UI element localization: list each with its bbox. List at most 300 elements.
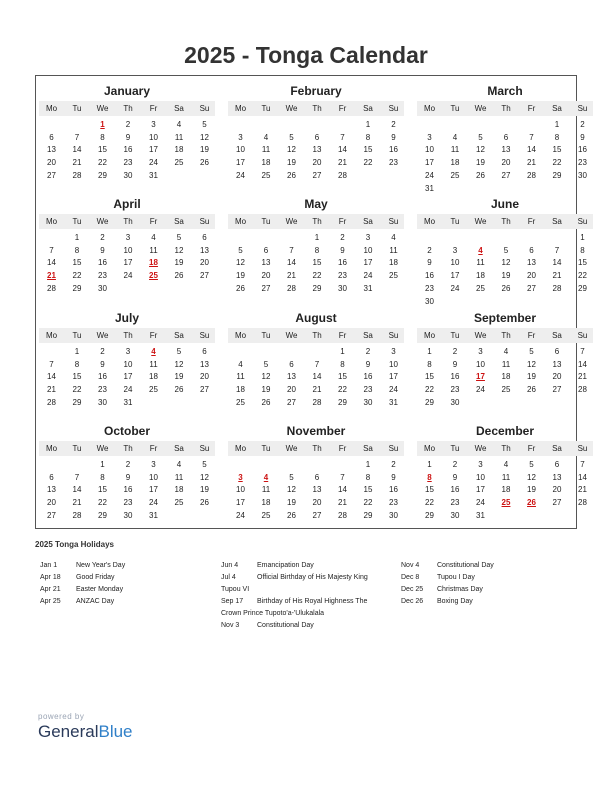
day-cell: 5 (289, 132, 294, 142)
day-cell: 13 (312, 485, 322, 495)
page-title: 2025 - Tonga Calendar (184, 42, 428, 68)
day-cell: 20 (527, 271, 536, 281)
day-cell: 7 (340, 132, 345, 142)
day-cell: 23 (363, 385, 373, 395)
day-cell: 18 (174, 485, 184, 495)
weekday-label: Su (577, 104, 588, 113)
day-cell: 18 (174, 145, 184, 155)
weekday-label: Su (577, 217, 588, 226)
day-cell: 31 (476, 510, 485, 520)
day-cell: 3 (125, 233, 131, 242)
weekday-label: Su (199, 444, 210, 453)
day-cell: 5 (289, 472, 294, 482)
day-cell: 30 (450, 510, 460, 520)
weekday-label: Tu (72, 331, 82, 340)
day-cell: 24 (389, 385, 398, 395)
weekday-label: Sa (552, 444, 562, 453)
weekday-label: Sa (552, 104, 562, 113)
day-cell: 7 (289, 245, 294, 255)
day-cell: 15 (98, 485, 107, 495)
day-cell: 25 (174, 158, 184, 168)
weekday-label: Fr (338, 104, 347, 113)
day-cell: 27 (47, 510, 56, 520)
day-cell: 5 (176, 233, 182, 242)
weekday-label: Sa (363, 104, 373, 113)
day-cell: 26 (236, 283, 245, 293)
holiday-name: New Year's Day (76, 562, 126, 569)
day-cell: 23 (450, 498, 460, 508)
weekday-label: Su (388, 444, 399, 453)
day-cell: 14 (47, 258, 56, 268)
day-cell: 21 (338, 498, 347, 508)
weekday-label: Su (388, 217, 399, 226)
day-cell: 29 (98, 510, 107, 520)
weekday-label: Su (199, 217, 210, 226)
day-cell: 20 (200, 372, 209, 382)
day-cell: 8 (74, 359, 80, 369)
day-cell: 18 (501, 485, 511, 495)
day-cell: 17 (149, 485, 158, 495)
holiday-item (40, 560, 210, 572)
weekday-label: We (96, 104, 109, 113)
day-cell: 11 (261, 485, 271, 495)
day-cell: 14 (72, 145, 82, 155)
day-cell: 29 (363, 510, 373, 520)
day-cell: 14 (47, 372, 56, 382)
day-cell: 20 (47, 498, 56, 508)
day-cell: 23 (123, 158, 133, 168)
day-cell: 27 (552, 498, 562, 508)
day-cell: 26 (476, 170, 485, 180)
day-cell: 23 (98, 385, 107, 395)
day-cell: 22 (98, 158, 107, 168)
day-cell: 20 (312, 498, 322, 508)
day-cell: 20 (261, 271, 271, 281)
day-cell: 2 (340, 233, 345, 242)
brand-general: General (38, 722, 99, 741)
day-cell: 5 (263, 359, 269, 369)
day-cell: 5 (202, 460, 207, 469)
day-cell: 30 (363, 397, 373, 407)
day-cell: 4 (176, 120, 182, 129)
day-cell: 8 (100, 472, 105, 482)
day-cell: 20 (552, 372, 562, 382)
day-cell: 31 (425, 183, 434, 193)
day-cell: 14 (338, 485, 347, 495)
weekday-label: We (285, 104, 298, 113)
day-cell: 21 (527, 158, 536, 168)
day-cell: 9 (580, 132, 585, 142)
holiday-name: Emancipation Day (257, 562, 314, 569)
day-cell: 17 (389, 372, 398, 382)
day-cell: 1 (365, 460, 371, 469)
weekday-label: Th (501, 444, 511, 453)
day-cell: 30 (98, 397, 107, 407)
weekday-label: We (96, 217, 109, 226)
day-cell: 8 (365, 472, 371, 482)
day-cell: 17 (450, 271, 460, 281)
day-cell: 4 (263, 132, 269, 142)
weekday-label: Tu (261, 104, 271, 113)
weekday-header (228, 328, 404, 343)
day-cell: 12 (261, 372, 271, 382)
holiday-date: Jun 4 (221, 562, 239, 569)
weekday-header (39, 214, 215, 229)
day-cell: 21 (578, 485, 587, 495)
day-cell: 18 (261, 498, 271, 508)
holiday-day-cell: 4 (263, 472, 269, 482)
day-cell: 16 (389, 145, 398, 155)
holiday-name: Good Friday (76, 574, 115, 581)
day-cell: 21 (72, 158, 82, 168)
weekday-header (228, 441, 404, 456)
day-cell: 18 (236, 385, 245, 395)
day-cell: 16 (450, 372, 460, 382)
day-cell: 24 (425, 170, 434, 180)
holiday-name: Official Birthday of His Majesty King Tupou VI (221, 574, 368, 593)
day-cell: 24 (123, 271, 133, 281)
day-cell: 28 (312, 397, 322, 407)
holiday-day-cell: 4 (478, 245, 483, 255)
weekday-label: Tu (450, 331, 460, 340)
weekday-label: Th (123, 217, 133, 226)
day-cell: 28 (552, 283, 562, 293)
day-cell: 24 (123, 385, 133, 395)
day-cell: 10 (389, 359, 398, 369)
weekday-header (417, 441, 593, 456)
day-cell: 27 (312, 510, 322, 520)
day-cell: 12 (501, 258, 511, 268)
day-cell: 24 (476, 498, 485, 508)
weekday-label: Sa (552, 217, 562, 226)
day-cell: 24 (450, 283, 460, 293)
weekday-label: Tu (72, 444, 82, 453)
day-cell: 27 (552, 385, 562, 395)
day-cell: 8 (554, 132, 560, 142)
weekday-label: Fr (338, 331, 347, 340)
day-cell: 1 (74, 347, 80, 356)
day-cell: 15 (98, 145, 107, 155)
day-cell: 26 (200, 498, 209, 508)
day-cell: 7 (49, 245, 54, 255)
day-cell: 14 (72, 485, 82, 495)
day-cell: 22 (98, 498, 107, 508)
weekday-header (417, 214, 593, 229)
day-cell: 3 (365, 233, 371, 242)
day-cell: 25 (450, 170, 460, 180)
weekday-label: Tu (450, 104, 460, 113)
holiday-list-column-3 (401, 560, 551, 608)
day-cell: 12 (174, 245, 184, 255)
holiday-item (221, 620, 386, 632)
day-cell: 28 (47, 397, 56, 407)
holiday-day-cell: 25 (501, 498, 511, 508)
day-cell: 13 (552, 472, 562, 482)
holiday-day-cell: 4 (151, 347, 156, 356)
weekday-label: Fr (149, 331, 158, 340)
day-cell: 5 (202, 120, 207, 129)
day-cell: 9 (452, 359, 458, 369)
day-cell: 15 (363, 145, 373, 155)
weekday-label: Su (577, 444, 588, 453)
day-cell: 26 (527, 385, 536, 395)
holiday-list-column-2 (221, 560, 386, 632)
holiday-day-cell: 17 (476, 372, 485, 382)
day-cell: 5 (503, 245, 509, 255)
day-cell: 8 (340, 359, 345, 369)
month-name: May (304, 197, 328, 211)
day-cell: 15 (425, 485, 434, 495)
weekday-label: Th (501, 331, 511, 340)
day-cell: 31 (149, 170, 158, 180)
day-cell: 13 (47, 145, 56, 155)
day-cell: 8 (427, 359, 432, 369)
day-cell: 26 (200, 158, 209, 168)
day-cell: 13 (200, 245, 209, 255)
day-cell: 6 (554, 460, 560, 469)
day-cell: 9 (365, 359, 371, 369)
day-cell: 21 (47, 385, 56, 395)
day-cell: 1 (554, 120, 560, 129)
day-cell: 26 (174, 271, 184, 281)
weekday-label: We (285, 217, 298, 226)
weekday-label: Fr (527, 444, 536, 453)
day-cell: 19 (236, 271, 245, 281)
day-cell: 12 (236, 258, 245, 268)
weekday-label: Fr (149, 104, 158, 113)
day-cell: 27 (501, 170, 511, 180)
day-cell: 17 (425, 158, 434, 168)
day-cell: 25 (174, 498, 184, 508)
day-cell: 30 (98, 283, 107, 293)
weekday-label: Th (312, 444, 322, 453)
day-cell: 15 (338, 372, 347, 382)
weekday-label: Fr (338, 444, 347, 453)
day-cell: 6 (49, 472, 54, 482)
day-cell: 16 (338, 258, 347, 268)
day-cell: 19 (200, 145, 209, 155)
day-cell: 1 (74, 233, 80, 242)
weekday-header (39, 101, 215, 116)
day-cell: 16 (578, 145, 587, 155)
generalblue-logo[interactable] (38, 712, 133, 742)
weekday-label: Mo (423, 104, 436, 113)
weekday-label: Th (123, 444, 133, 453)
day-cell: 11 (174, 132, 184, 142)
day-cell: 16 (450, 485, 460, 495)
day-cell: 1 (427, 347, 432, 356)
day-cell: 11 (450, 145, 460, 155)
holiday-name: Constitutional Day (437, 562, 494, 569)
month-name: January (103, 84, 151, 98)
day-cell: 1 (427, 460, 432, 469)
month-name: April (113, 197, 141, 211)
day-cell: 17 (123, 372, 133, 382)
day-cell: 20 (552, 485, 562, 495)
day-cell: 15 (72, 258, 82, 268)
day-cell: 7 (49, 359, 54, 369)
day-cell: 10 (236, 485, 245, 495)
weekday-label: Mo (45, 217, 58, 226)
day-cell: 6 (529, 245, 534, 255)
day-cell: 13 (261, 258, 271, 268)
day-cell: 24 (149, 158, 158, 168)
holiday-date: Dec 26 (401, 598, 424, 605)
month-name: July (114, 311, 139, 325)
day-cell: 29 (338, 397, 347, 407)
day-cell: 7 (340, 472, 345, 482)
holiday-item (401, 584, 551, 596)
day-cell: 2 (452, 460, 458, 469)
holiday-day-cell: 25 (149, 271, 158, 281)
holiday-date: Nov 3 (221, 622, 240, 629)
weekday-label: Fr (527, 331, 536, 340)
day-cell: 27 (47, 170, 56, 180)
day-cell: 13 (527, 258, 536, 268)
weekday-label: Th (501, 104, 511, 113)
day-cell: 20 (501, 158, 511, 168)
weekday-label: We (96, 444, 109, 453)
day-cell: 22 (72, 385, 82, 395)
day-cell: 29 (425, 397, 434, 407)
weekday-label: Tu (72, 104, 82, 113)
day-cell: 10 (149, 472, 158, 482)
day-cell: 12 (200, 472, 209, 482)
day-cell: 27 (312, 170, 322, 180)
day-cell: 1 (340, 347, 345, 356)
day-cell: 7 (580, 460, 585, 469)
day-cell: 30 (425, 296, 434, 306)
day-cell: 25 (261, 170, 271, 180)
holiday-day-cell: 21 (47, 271, 56, 281)
day-cell: 1 (580, 233, 585, 242)
day-cell: 14 (578, 359, 587, 369)
day-cell: 9 (125, 132, 131, 142)
day-cell: 15 (578, 258, 587, 268)
holiday-item (40, 596, 210, 608)
day-cell: 25 (389, 271, 398, 281)
day-cell: 31 (123, 397, 133, 407)
holiday-item (221, 596, 386, 620)
month-name: June (490, 197, 519, 211)
day-cell: 10 (476, 359, 485, 369)
day-cell: 13 (47, 485, 56, 495)
day-cell: 26 (501, 283, 511, 293)
day-cell: 21 (338, 158, 347, 168)
day-cell: 3 (427, 132, 432, 142)
weekday-label: Th (312, 104, 322, 113)
holiday-name: Easter Monday (76, 586, 124, 593)
brand-blue: Blue (98, 722, 133, 741)
weekday-label: Tu (261, 217, 271, 226)
weekday-label: Mo (423, 444, 436, 453)
day-cell: 12 (287, 145, 296, 155)
day-cell: 18 (476, 271, 485, 281)
day-cell: 30 (123, 170, 133, 180)
day-cell: 17 (476, 485, 485, 495)
day-cell: 26 (287, 510, 296, 520)
day-cell: 23 (98, 271, 107, 281)
weekday-label: Mo (234, 217, 247, 226)
weekday-label: Sa (174, 104, 184, 113)
day-cell: 15 (552, 145, 562, 155)
day-cell: 26 (174, 385, 184, 395)
weekday-label: Mo (45, 444, 58, 453)
holiday-date: Jul 4 (221, 574, 236, 581)
day-cell: 19 (174, 372, 184, 382)
day-cell: 20 (287, 385, 296, 395)
day-cell: 8 (100, 132, 105, 142)
day-cell: 31 (389, 397, 398, 407)
holiday-day-cell: 3 (238, 472, 243, 482)
day-cell: 28 (47, 283, 56, 293)
day-cell: 6 (263, 245, 269, 255)
day-cell: 15 (72, 372, 82, 382)
holiday-name: Christmas Day (437, 586, 483, 593)
day-cell: 10 (476, 472, 485, 482)
day-cell: 29 (552, 170, 562, 180)
day-cell: 22 (552, 158, 562, 168)
day-cell: 28 (287, 283, 296, 293)
day-cell: 28 (72, 170, 82, 180)
day-cell: 24 (236, 510, 245, 520)
weekday-label: Sa (174, 217, 184, 226)
day-cell: 29 (425, 510, 434, 520)
weekday-label: Tu (450, 217, 460, 226)
day-cell: 10 (123, 359, 133, 369)
day-cell: 12 (200, 132, 209, 142)
day-cell: 9 (427, 258, 432, 268)
day-cell: 5 (176, 347, 182, 356)
day-cell: 28 (72, 510, 82, 520)
day-cell: 30 (389, 510, 398, 520)
day-cell: 25 (476, 283, 485, 293)
day-cell: 7 (74, 472, 80, 482)
weekday-label: We (474, 104, 487, 113)
day-cell: 4 (452, 132, 458, 142)
day-cell: 25 (236, 397, 245, 407)
day-cell: 19 (527, 485, 536, 495)
day-cell: 22 (578, 271, 587, 281)
day-cell: 19 (261, 385, 271, 395)
weekday-label: Sa (363, 217, 373, 226)
day-cell: 9 (100, 245, 105, 255)
day-cell: 19 (287, 498, 296, 508)
month-name: September (473, 311, 537, 325)
weekday-label: We (474, 444, 487, 453)
day-cell: 24 (236, 170, 245, 180)
day-cell: 3 (391, 347, 396, 356)
holiday-item (221, 560, 386, 572)
holiday-day-cell: 18 (149, 258, 158, 268)
day-cell: 9 (125, 472, 131, 482)
day-cell: 15 (425, 372, 434, 382)
weekday-header (417, 101, 593, 116)
day-cell: 20 (200, 258, 209, 268)
day-cell: 6 (314, 472, 320, 482)
month-name: November (286, 424, 346, 438)
day-cell: 11 (149, 245, 158, 255)
weekday-label: Sa (363, 331, 373, 340)
day-cell: 7 (529, 132, 534, 142)
day-cell: 17 (149, 145, 158, 155)
weekday-label: Su (199, 104, 210, 113)
day-cell: 11 (261, 145, 271, 155)
day-cell: 29 (72, 397, 82, 407)
day-cell: 5 (478, 132, 483, 142)
weekday-label: Su (388, 104, 399, 113)
day-cell: 6 (289, 359, 294, 369)
